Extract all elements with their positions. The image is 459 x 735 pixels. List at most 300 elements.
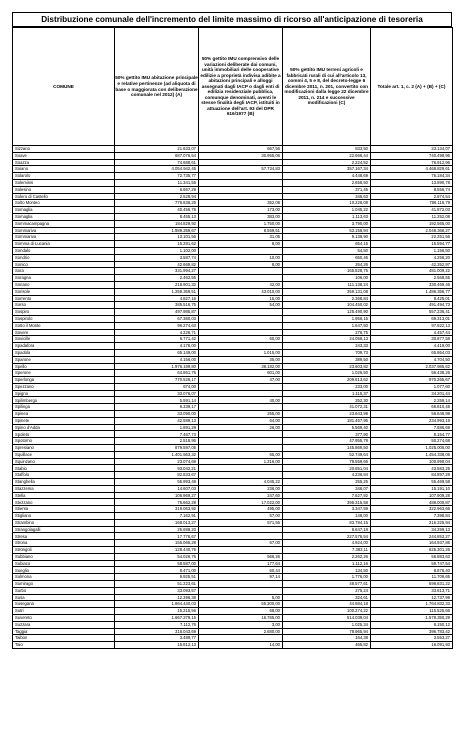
col-a-cell: 770.528,17 (115, 377, 199, 384)
col-b-cell (199, 581, 283, 588)
total-cell: 7.686,69 (371, 424, 453, 431)
table-row (13, 397, 453, 404)
col-c-cell: 833,50 (283, 146, 371, 153)
name-cell: Strongoli (13, 547, 115, 554)
table-row (13, 179, 453, 186)
col-a-cell: 7.162,91 (115, 513, 199, 520)
table-row (13, 349, 453, 356)
table-row (13, 173, 453, 180)
total-cell: 56.438,26 (371, 370, 453, 377)
header-comune: COMUNE (13, 28, 115, 146)
col-c-cell: 8.647,18 (283, 526, 371, 533)
total-cell: 599.831,22 (371, 581, 453, 588)
col-a-cell: 4.226,71 (115, 329, 199, 336)
table-row (13, 377, 453, 384)
col-b-cell: 35,00 (199, 356, 283, 363)
name-cell: Spadafora (13, 343, 115, 350)
header-col-c: 50% gettito IMU terreni agricoli e fabbricati rurali di cui all'articolo 13, commi 4, 5 e 8, del decreto-legge 6 dicembre 2011, n. 201, convertito con modificazioni dalla legge 22 dicembre 2011, n. 214 e successive modificazioni (C) (283, 28, 371, 146)
col-b-cell: 57,00 (199, 513, 283, 520)
col-c-cell: 10.226,08 (283, 200, 371, 207)
name-cell: Sonico (13, 261, 115, 268)
total-cell: 97.922,13 (371, 322, 453, 329)
name-cell: Soazza (13, 159, 115, 166)
name-cell: Suvereto (13, 614, 115, 621)
table-row (13, 275, 453, 282)
total-cell: 33.813,71 (371, 587, 453, 594)
col-a-cell: 3.489,77 (115, 635, 199, 642)
col-a-cell: 15.281,62 (115, 241, 199, 248)
table-row (13, 268, 453, 275)
col-a-cell: 4.156,00 (115, 356, 199, 363)
col-a-cell: 6.771,42 (115, 336, 199, 343)
col-c-cell: 389,50 (283, 356, 371, 363)
total-cell: 8.150,12 (371, 621, 453, 628)
name-cell: Spilinga (13, 404, 115, 411)
total-cell: 1.156,50 (371, 247, 453, 254)
total-cell: 488.000,87 (371, 499, 453, 506)
col-c-cell: 7.383,11 (283, 547, 371, 554)
col-b-cell: 55.300,00 (199, 601, 283, 608)
col-a-cell: 1.891,29 (115, 424, 199, 431)
col-a-cell: 184.829,92 (115, 220, 199, 227)
total-cell: 76.184,34 (371, 173, 453, 180)
col-b-cell: 566,26 (199, 553, 283, 560)
name-cell: Spresiano (13, 445, 115, 452)
name-cell: Spoleto (13, 431, 115, 438)
col-a-cell: 1.667.279,15 (115, 614, 199, 621)
col-c-cell: 1.025,34 (283, 621, 371, 628)
col-c-cell: 1.026,50 (283, 370, 371, 377)
name-cell: Spadola (13, 349, 115, 356)
total-cell: 22.251,56 (371, 234, 453, 241)
table-row (13, 628, 453, 635)
col-b-cell (199, 587, 283, 594)
total-cell: 4.258,20 (371, 254, 453, 261)
col-b-cell: 47,00 (199, 377, 283, 384)
total-cell: 11.709,65 (371, 574, 453, 581)
total-cell: 7.398,84 (371, 513, 453, 520)
col-a-cell: 17.776,67 (115, 533, 199, 540)
col-c-cell: 2.658,50 (283, 179, 371, 186)
col-c-cell: 395.315,58 (283, 499, 371, 506)
table-row (13, 309, 453, 316)
col-c-cell: 252,30 (283, 397, 371, 404)
name-cell: Solesino (13, 186, 115, 193)
col-a-cell: 74.688,61 (115, 159, 199, 166)
name-cell: Strangolagalli (13, 526, 115, 533)
table-row (13, 315, 453, 322)
col-a-cell: 65.149,00 (115, 349, 199, 356)
table-row (13, 227, 453, 234)
col-c-cell: 1.115,37 (283, 390, 371, 397)
col-a-cell: 33.093,57 (115, 587, 199, 594)
col-b-cell: 68,00 (199, 608, 283, 615)
name-cell: Spinea (13, 411, 115, 418)
name-cell: Spinete (13, 417, 115, 424)
total-cell: 1.077,60 (371, 383, 453, 390)
col-a-cell: 64.861,76 (115, 370, 199, 377)
table-row (13, 186, 453, 193)
name-cell: Surbo (13, 587, 115, 594)
total-cell: 115.525,66 (371, 608, 453, 615)
col-c-cell: 514.039,04 (283, 614, 371, 621)
col-b-cell: 26,00 (199, 424, 283, 431)
name-cell: Sizzano (13, 146, 115, 153)
col-b-cell (199, 159, 283, 166)
col-b-cell: 2.680,00 (199, 628, 283, 635)
col-a-cell: 54.026,76 (115, 553, 199, 560)
total-cell: 56.883,63 (371, 553, 453, 560)
header-col-a: 50% gettito IMU abitazione principale e relative pertinenze (ad aliquota di base o maggiorata con deliberazione comunale nel 2012) (A) (115, 28, 199, 146)
total-cell: 8.425,01 (371, 295, 453, 302)
col-a-cell: 687.076,54 (115, 152, 199, 159)
col-a-cell: 75.662,29 (115, 499, 199, 506)
total-cell: 66.810,48 (371, 404, 453, 411)
total-cell: 2.037.985,62 (371, 363, 453, 370)
table-row (13, 438, 453, 445)
total-cell: 557.236,41 (371, 309, 453, 316)
name-cell: Sospiro (13, 309, 115, 316)
name-cell: Sparone (13, 356, 115, 363)
col-a-cell: 33.090,00 (115, 411, 199, 418)
total-cell: 491.494,73 (371, 302, 453, 309)
total-cell: 1.764.832,33 (371, 601, 453, 608)
col-b-cell: 255,00 (199, 411, 283, 418)
col-c-cell: 111.138,24 (283, 281, 371, 288)
col-c-cell: 3.790,00 (283, 220, 371, 227)
name-cell: Spello (13, 363, 115, 370)
total-cell: 59.747,54 (371, 560, 453, 567)
table-row (13, 254, 453, 261)
total-cell: 30.877,58 (371, 336, 453, 343)
col-b-cell (199, 179, 283, 186)
col-b-cell (199, 533, 283, 540)
table-row (13, 383, 453, 390)
total-cell: 8.876,40 (371, 567, 453, 574)
total-cell: 8.154,77 (371, 431, 453, 438)
table-row (13, 594, 453, 601)
col-b-cell: 54,00 (199, 302, 283, 309)
col-b-cell (199, 329, 283, 336)
table-row (13, 336, 453, 343)
table-row (13, 601, 453, 608)
name-cell: Sorisole (13, 288, 115, 295)
table-row (13, 465, 453, 472)
col-a-cell: 218.901,32 (115, 281, 199, 288)
col-a-cell: 67.380,03 (115, 315, 199, 322)
col-b-cell (199, 547, 283, 554)
total-cell: 50.274,68 (371, 438, 453, 445)
col-c-cell: 357.167,34 (283, 166, 371, 173)
col-a-cell: 316.043,69 (115, 628, 199, 635)
col-a-cell: 11.341,55 (115, 179, 199, 186)
col-b-cell: 10,00 (199, 254, 283, 261)
table-row (13, 159, 453, 166)
col-b-cell: 177,64 (199, 560, 283, 567)
col-c-cell: 346,07 (283, 485, 371, 492)
col-b-cell: 495,00 (199, 506, 283, 513)
table-row (13, 506, 453, 513)
name-cell: Solto Monteo (13, 200, 115, 207)
col-c-cell: 709,73 (283, 349, 371, 356)
col-a-cell: 879.597,05 (115, 445, 199, 452)
col-c-cell: 243,33 (283, 343, 371, 350)
col-a-cell: 4.176,00 (115, 343, 199, 350)
col-b-cell: 42,00 (199, 281, 283, 288)
table-row (13, 322, 453, 329)
col-c-cell: 164,38 (283, 635, 371, 642)
col-b-cell: 8,00 (199, 261, 283, 268)
name-cell: Sospirolo (13, 315, 115, 322)
col-c-cell: 324,61 (283, 594, 371, 601)
total-cell: 2.874,54 (371, 193, 453, 200)
table-row (13, 445, 453, 452)
table-row (13, 404, 453, 411)
name-cell: Sondalo (13, 247, 115, 254)
col-c-cell: 104.450,02 (283, 302, 371, 309)
col-a-cell: 4.054.942,45 (115, 166, 199, 173)
total-cell: 4.457,44 (371, 329, 453, 336)
table-row (13, 635, 453, 642)
col-b-cell (199, 472, 283, 479)
name-cell: Sutri (13, 608, 115, 615)
table-row (13, 492, 453, 499)
name-cell: Squinzano (13, 458, 115, 465)
name-cell: Sueglio (13, 567, 115, 574)
total-cell: 12.737,99 (371, 594, 453, 601)
col-a-cell: 14.607,03 (115, 485, 199, 492)
total-cell: 625.301,26 (371, 547, 453, 554)
table-row (13, 472, 453, 479)
name-cell: Stienta (13, 506, 115, 513)
total-cell: 481.009,22 (371, 268, 453, 275)
col-c-cell: 233,00 (283, 383, 371, 390)
table-row (13, 411, 453, 418)
table-row (13, 451, 453, 458)
col-a-cell: 1.401.563,32 (115, 451, 199, 458)
table-row (13, 281, 453, 288)
col-b-cell (199, 404, 283, 411)
col-b-cell: 17.022,00 (199, 499, 283, 506)
name-cell: Stezzano (13, 499, 115, 506)
col-c-cell: 47.955,78 (283, 438, 371, 445)
table-row (13, 356, 453, 363)
col-c-cell: 23.603,82 (283, 363, 371, 370)
col-b-cell: 1.316,00 (199, 458, 283, 465)
total-cell: 396.783,42 (371, 628, 453, 635)
col-b-cell (199, 390, 283, 397)
name-cell: Somma di Lucania (13, 241, 115, 248)
col-c-cell: 4.448,69 (283, 173, 371, 180)
col-b-cell: 60,44 (199, 567, 283, 574)
col-c-cell: 650,46 (283, 254, 371, 261)
col-b-cell: 3,00 (199, 621, 283, 628)
table-row (13, 581, 453, 588)
col-a-cell: 21.633,07 (115, 146, 199, 153)
name-cell: Soave (13, 152, 115, 159)
name-cell: Stresa (13, 533, 115, 540)
total-cell: 16.091,93 (371, 642, 453, 649)
col-c-cell: 83.784,15 (283, 519, 371, 526)
name-cell: Somaglia (13, 213, 115, 220)
name-cell: Sovere (13, 329, 115, 336)
name-cell: Stigliano (13, 513, 115, 520)
total-cell: 23.134,07 (371, 146, 453, 153)
table-row (13, 621, 453, 628)
total-cell: 13.890,78 (371, 179, 453, 186)
table-row (13, 234, 453, 241)
col-c-cell: 22.666,44 (283, 152, 371, 159)
col-b-cell (199, 445, 283, 452)
col-b-cell: 67,00 (199, 540, 283, 547)
col-b-cell: 40,00 (199, 397, 283, 404)
col-b-cell: 8,00 (199, 241, 283, 248)
col-c-cell: 165.828,75 (283, 268, 371, 275)
name-cell: Taggia (13, 628, 115, 635)
name-cell: Sommacampagna (13, 220, 115, 227)
name-cell: Suzzara (13, 621, 115, 628)
col-b-cell: 1.015,00 (199, 349, 283, 356)
table-row (13, 479, 453, 486)
col-c-cell: 53.156,94 (283, 227, 371, 234)
col-a-cell: 9.925,51 (115, 574, 199, 581)
name-cell: Solero di Castello (13, 193, 115, 200)
table-row (13, 533, 453, 540)
total-cell: 244.853,27 (371, 533, 453, 540)
col-b-cell: 352,08 (199, 200, 283, 207)
total-cell: 42.352,97 (371, 261, 453, 268)
total-cell: 1.025.005,00 (371, 445, 453, 452)
col-a-cell: 128.440,76 (115, 547, 199, 554)
name-cell: Soragna (13, 275, 115, 282)
col-b-cell: 5,00 (199, 594, 283, 601)
table-row (13, 247, 453, 254)
col-c-cell: 1.113,63 (283, 213, 371, 220)
name-cell: Stabio (13, 465, 115, 472)
table-row (13, 193, 453, 200)
col-b-cell: 383,00 (199, 213, 283, 220)
header-col-b: 50% gettito IMU comprensivo delle variazioni deliberate dai comuni, unità immobiliari delle cooperative edilizie a proprietà indivisa adibite a abitazioni principali e alloggi assegnati dagli IACP o dagli enti di edilizia residenziale pubblica, comunque denominati, aventi le stesse finalità degli IACP, istituiti in attuazione dell'art. 93 del DPR 616/1977 (B) (199, 28, 283, 146)
col-a-cell: 55.993,48 (115, 479, 199, 486)
col-b-cell: 173,00 (199, 207, 283, 214)
table-row (13, 431, 453, 438)
col-b-cell: 8.559,51 (199, 227, 283, 234)
col-b-cell (199, 315, 283, 322)
col-b-cell: 43.010,00 (199, 288, 283, 295)
col-b-cell (199, 268, 283, 275)
col-b-cell: 16.765,00 (199, 614, 283, 621)
col-a-cell: 8.455,13 (115, 213, 199, 220)
col-c-cell: 79.559,66 (283, 458, 371, 465)
name-cell: Spigno (13, 390, 115, 397)
col-a-cell: 15.612,13 (115, 642, 199, 649)
col-c-cell: 377,90 (283, 431, 371, 438)
col-a-cell: 2.518,95 (115, 438, 199, 445)
col-c-cell: 3.347,59 (283, 506, 371, 513)
col-a-cell: 12.396,38 (115, 594, 199, 601)
col-b-cell: 31,05 (199, 234, 283, 241)
col-b-cell (199, 247, 283, 254)
name-cell: Sovicille (13, 336, 115, 343)
col-c-cell: 78.965,94 (283, 628, 371, 635)
table-row (13, 152, 453, 159)
col-a-cell: 1.102,00 (115, 247, 199, 254)
total-cell: 740.498,96 (371, 152, 453, 159)
col-c-cell: 23.643,98 (283, 411, 371, 418)
total-cell: 970.265,67 (371, 377, 453, 384)
col-c-cell: 359.131,08 (283, 288, 371, 295)
col-b-cell (199, 383, 283, 390)
col-c-cell: 1.647,50 (283, 322, 371, 329)
col-b-cell (199, 343, 283, 350)
name-cell: Solarolo (13, 173, 115, 180)
col-a-cell: 96.274,63 (115, 322, 199, 329)
col-b-cell: 60,00 (199, 336, 283, 343)
table-row (13, 614, 453, 621)
col-b-cell: 4.045,22 (199, 479, 283, 486)
col-c-cell: 345,63 (283, 193, 371, 200)
total-cell: 15.191,10 (371, 485, 453, 492)
table-row (13, 213, 453, 220)
table-row (13, 370, 453, 377)
name-cell: Spino d'Adda (13, 424, 115, 431)
name-cell: Susa (13, 594, 115, 601)
total-cell: 1.454.338,06 (371, 451, 453, 458)
name-cell: Staffolo (13, 472, 115, 479)
table-row (13, 608, 453, 615)
col-a-cell: 776.836,25 (115, 200, 199, 207)
name-cell: Spilimbergo (13, 397, 115, 404)
table-row (13, 146, 453, 153)
name-cell: Soriano (13, 281, 115, 288)
table-row (13, 587, 453, 594)
table-row (13, 166, 453, 173)
col-b-cell: 571,55 (199, 519, 283, 526)
col-c-cell: 1.956,15 (283, 315, 371, 322)
col-c-cell: 44.684,18 (283, 601, 371, 608)
name-cell: Stella (13, 492, 115, 499)
total-cell: 3.553,27 (371, 635, 453, 642)
col-b-cell (199, 193, 283, 200)
col-a-cell: 168.013,27 (115, 519, 199, 526)
total-cell: 11.252,08 (371, 213, 453, 220)
col-a-cell: 4.827,16 (115, 295, 199, 302)
col-a-cell: 58.587,00 (115, 560, 199, 567)
name-cell: Sorrento (13, 295, 115, 302)
col-c-cell: 4.236,94 (283, 472, 371, 479)
total-cell: 4.419,00 (371, 343, 453, 350)
total-cell: 4.704,50 (371, 356, 453, 363)
name-cell: Sperlonga (13, 377, 115, 384)
header-row (13, 28, 453, 146)
col-c-cell: 100.274,22 (283, 608, 371, 615)
col-c-cell: 181.467,95 (283, 417, 371, 424)
col-a-cell: 5.591,14 (115, 397, 199, 404)
col-b-cell (199, 309, 283, 316)
total-cell: 8.556,74 (371, 186, 453, 193)
col-c-cell: 465,82 (283, 642, 371, 649)
table-row (13, 547, 453, 554)
total-cell: 2.259,14 (371, 397, 453, 404)
col-a-cell: 319.063,92 (115, 506, 199, 513)
table-row (13, 526, 453, 533)
col-a-cell: 42.669,82 (115, 261, 199, 268)
col-a-cell: 33.076,07 (115, 390, 199, 397)
col-c-cell: 41.072,31 (283, 404, 371, 411)
name-cell: Susegana (13, 601, 115, 608)
name-cell: Spotorno (13, 438, 115, 445)
col-c-cell: 371,45 (283, 186, 371, 193)
